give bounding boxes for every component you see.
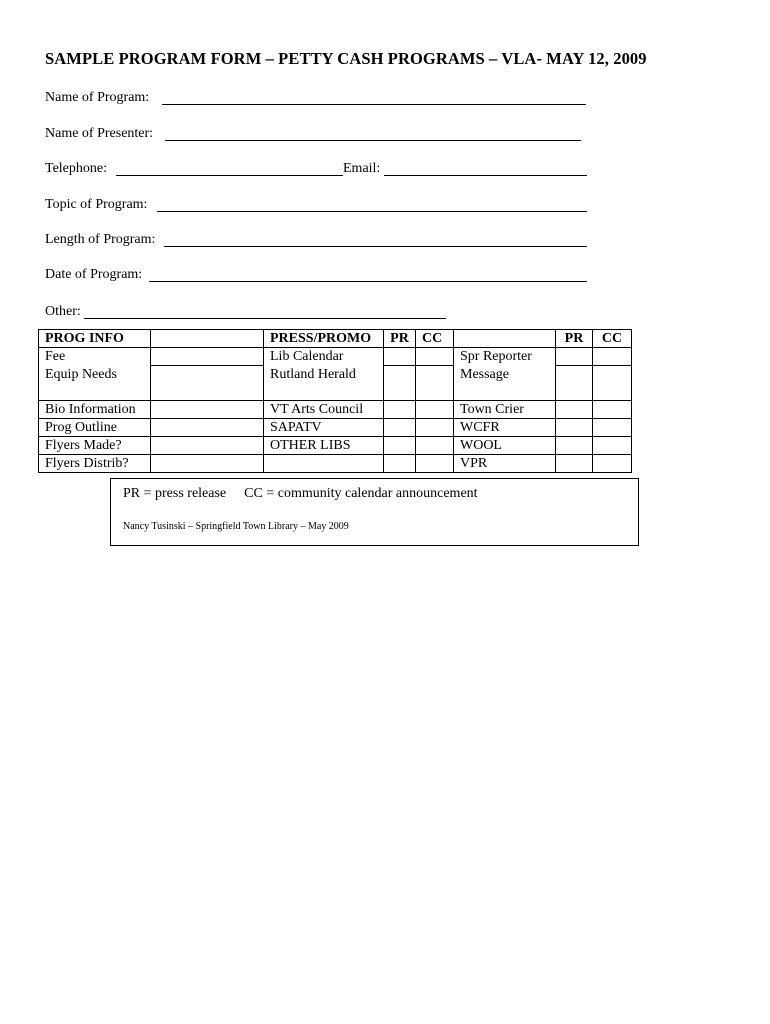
table-row [39, 454, 632, 472]
abbreviation-legend [110, 478, 639, 546]
program-name-label: Name of Program: [45, 90, 150, 105]
table-cell[interactable] [556, 366, 593, 401]
press-promo-item: VT Arts Council [264, 400, 384, 418]
table-cell[interactable] [151, 330, 264, 348]
header-pr: PR [384, 330, 416, 348]
topic-field [45, 197, 590, 215]
table-cell[interactable] [556, 400, 593, 418]
table-cell[interactable] [556, 436, 593, 454]
prog-info-item: Flyers Made? [39, 436, 151, 454]
other-line[interactable] [84, 304, 446, 319]
header-press-promo: PRESS/PROMO [264, 330, 384, 348]
table-cell[interactable] [416, 348, 454, 366]
telephone-line[interactable] [116, 161, 343, 176]
table-row [39, 418, 632, 436]
table-cell[interactable] [416, 400, 454, 418]
prog-info-item: Prog Outline [39, 418, 151, 436]
telephone-field [45, 161, 590, 179]
table-cell[interactable] [416, 366, 454, 401]
table-cell[interactable] [556, 348, 593, 366]
other-label: Other: [45, 304, 81, 319]
other-field [45, 304, 450, 322]
table-cell[interactable] [593, 436, 632, 454]
prog-info-item: Equip Needs [39, 366, 151, 383]
length-line[interactable] [164, 232, 587, 247]
prog-info-item [39, 383, 151, 401]
program-name-field [45, 90, 590, 108]
header-pr-2: PR [556, 330, 593, 348]
table-cell[interactable] [593, 348, 632, 366]
table-cell[interactable] [416, 418, 454, 436]
media-item: Town Crier [454, 400, 556, 418]
header-prog-info: PROG INFO [39, 330, 151, 348]
table-row [39, 366, 632, 383]
table-cell[interactable] [384, 348, 416, 366]
topic-label: Topic of Program: [45, 197, 148, 212]
header-cc-2: CC [593, 330, 632, 348]
table-cell[interactable] [384, 436, 416, 454]
table-row [39, 383, 632, 401]
cc-definition: CC = community calendar announcement [244, 486, 478, 501]
table-cell[interactable] [593, 454, 632, 472]
press-promo-item [264, 454, 384, 472]
table-cell[interactable] [151, 454, 264, 472]
prog-info-item: Bio Information [39, 400, 151, 418]
table-cell[interactable] [384, 454, 416, 472]
press-promo-item: SAPATV [264, 418, 384, 436]
table-cell[interactable] [384, 400, 416, 418]
table-row [39, 400, 632, 418]
table-cell[interactable] [593, 400, 632, 418]
table-cell[interactable] [593, 418, 632, 436]
media-item: WOOL [454, 436, 556, 454]
pr-definition: PR = press release [123, 486, 227, 501]
length-field [45, 232, 590, 250]
table-cell[interactable] [384, 366, 416, 401]
presenter-name-line[interactable] [165, 126, 581, 141]
table-cell[interactable] [416, 436, 454, 454]
press-promo-item: OTHER LIBS [264, 436, 384, 454]
prog-info-item: Flyers Distrib? [39, 454, 151, 472]
table-cell[interactable] [416, 454, 454, 472]
telephone-label: Telephone: [45, 161, 107, 176]
topic-line[interactable] [157, 197, 587, 212]
press-promo-item: Rutland Herald [264, 366, 384, 383]
table-row [39, 348, 632, 366]
table-cell[interactable] [556, 418, 593, 436]
table-cell[interactable] [151, 348, 264, 366]
date-line[interactable] [149, 267, 587, 282]
program-checklist-table [38, 329, 632, 473]
press-promo-item [264, 383, 384, 401]
presenter-name-label: Name of Presenter: [45, 126, 154, 141]
table-cell[interactable] [556, 454, 593, 472]
form-title: SAMPLE PROGRAM FORM – PETTY CASH PROGRAMS – VLA- MAY 12, 2009 [45, 49, 647, 68]
date-field [45, 267, 590, 285]
email-line[interactable] [384, 161, 587, 176]
table-cell[interactable] [593, 366, 632, 401]
press-promo-item: Lib Calendar [264, 348, 384, 366]
table-header-row [39, 330, 632, 348]
credit-line: Nancy Tusinski – Springfield Town Library – May 2009 [123, 521, 349, 532]
table-cell[interactable] [384, 418, 416, 436]
media-item [454, 383, 556, 401]
length-label: Length of Program: [45, 232, 156, 247]
table-cell[interactable] [151, 418, 264, 436]
date-label: Date of Program: [45, 267, 143, 282]
media-item: Message [454, 366, 556, 383]
table-cell[interactable] [151, 400, 264, 418]
media-item: WCFR [454, 418, 556, 436]
table-cell[interactable] [151, 366, 264, 401]
media-item: Spr Reporter [454, 348, 556, 366]
media-item: VPR [454, 454, 556, 472]
presenter-name-field [45, 126, 590, 144]
table-row [39, 436, 632, 454]
table-cell[interactable] [151, 436, 264, 454]
email-label: Email: [343, 161, 381, 176]
table-cell [454, 330, 556, 348]
header-cc: CC [416, 330, 454, 348]
legend-definitions [123, 486, 478, 502]
prog-info-item: Fee [39, 348, 151, 366]
program-name-line[interactable] [162, 90, 586, 105]
